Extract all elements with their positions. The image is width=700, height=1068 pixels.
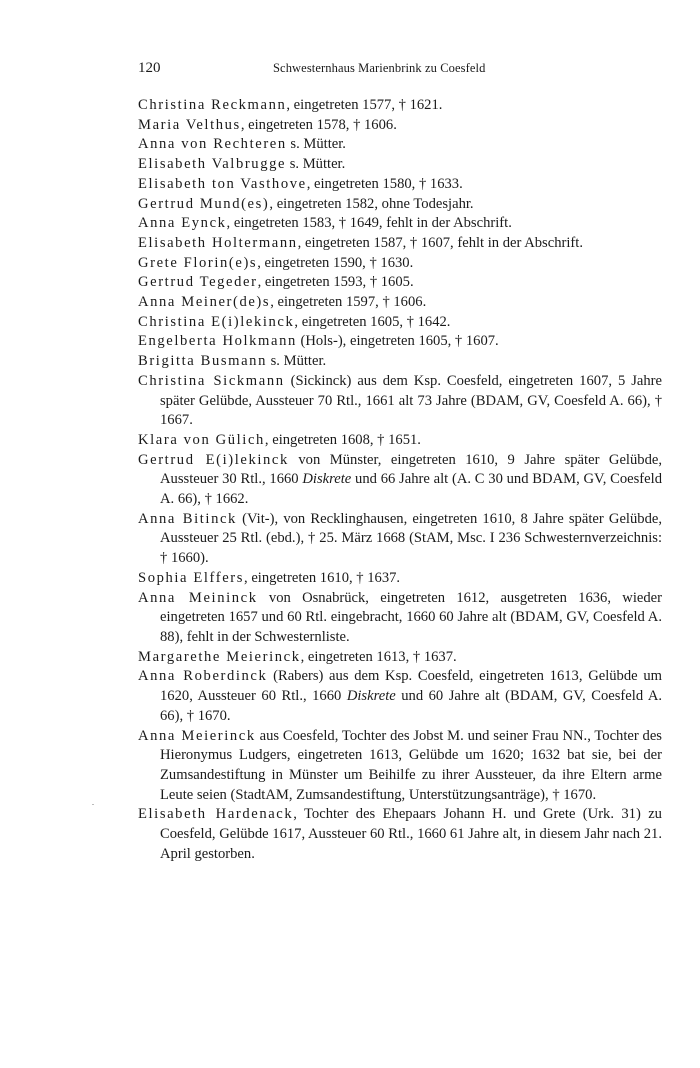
entry-text: , eingetreten 1610, † 1637. (244, 569, 401, 586)
entry-text: von Münster, eingetreten 1610, 9 Jahre später Gelübde, Aussteuer 30 Rtl., 1660 (160, 451, 662, 488)
entry-name: Anna von Rechteren (138, 136, 287, 153)
entry-name: Margarethe Meierinck (138, 648, 301, 665)
entry-text: (Rabers) aus dem Ksp. Coesfeld, eingetreten 1613, Gelübde um 1620, Aussteuer 60 Rtl., 1660 (160, 668, 662, 705)
entry-item (138, 805, 662, 864)
entry-item (138, 313, 662, 333)
entry-text: , eingetreten 1613, † 1637. (300, 648, 457, 665)
entry-item (138, 589, 662, 648)
entry-name: Elisabeth Hardenack (138, 806, 294, 823)
entry-text: s. Mütter. (286, 156, 346, 173)
entry-name: Anna Meininck (138, 589, 258, 606)
page-number: 120 (138, 60, 161, 76)
entry-name: Anna Eynck (138, 215, 227, 232)
entry-item (138, 648, 662, 668)
entry-text: , eingetreten 1583, † 1649, fehlt in der Abschrift. (226, 215, 512, 232)
entry-text: , Tochter des Ehepaars Johann H. und Grete (Urk. 31) zu Coesfeld, Gelübde 1617, Aussteuer 60 Rtl., 1660 61 Jahre alt, in diesem Jahr nach 21. April gestorben. (160, 806, 662, 862)
entry-emphasis: Diskrete (302, 471, 352, 488)
entry-text: (Hols-), eingetreten 1605, † 1607. (296, 333, 499, 350)
running-title: Schwesternhaus Marienbrink zu Coesfeld (273, 61, 486, 75)
entry-text: , eingetreten 1582, ohne Todesjahr. (269, 195, 474, 212)
entry-name: Anna Meiner(de)s (138, 294, 271, 311)
entry-text: , eingetreten 1597, † 1606. (270, 294, 427, 311)
entry-text: , eingetreten 1577, † 1621. (286, 97, 443, 113)
entry-item (138, 234, 662, 254)
entry-item (138, 135, 662, 155)
entry-text-continued: und 60 Jahre alt (BDAM, GV, Coesfeld A. 66), † 1670. (160, 688, 663, 724)
entry-item (138, 332, 662, 352)
entry-name: Christina Reckmann (138, 97, 287, 113)
entry-item (138, 273, 662, 293)
entry-name: Gertrud Mund(es) (138, 195, 270, 212)
entry-text: s. Mütter. (266, 353, 327, 370)
entry-name: Christina Sickmann (138, 372, 285, 389)
entry-item (138, 175, 662, 195)
entry-item (138, 510, 662, 569)
entry-item (138, 214, 662, 234)
entry-emphasis: Diskrete (346, 688, 396, 705)
entry-text: (Sickinck) aus dem Ksp. Coesfeld, eingetreten 1607, 5 Jahre später Gelübde, Aussteuer 70 Rtl., 1661 alt 73 Jahre (BDAM, GV, Coesfeld A. 66), † 1667. (160, 372, 662, 429)
entry-item (138, 352, 662, 372)
entry-name: Gertrud E(i)lekinck (138, 451, 289, 468)
entry-item (138, 727, 662, 806)
entry-text: , eingetreten 1587, † 1607, fehlt in der Abschrift. (297, 234, 583, 251)
entry-name: Klara von Gülich (138, 431, 265, 448)
entry-name: Maria Velthus (138, 116, 241, 133)
entry-name: Christina E(i)lekinck (138, 313, 295, 330)
entry-item (138, 451, 662, 510)
entry-text: , eingetreten 1580, † 1633. (306, 175, 463, 192)
entry-name: Sophia Elffers (138, 569, 245, 586)
entry-text: (Vit-), von Recklinghausen, eingetreten 1610, 8 Jahre später Gelübde, Aussteuer 25 Rtl. (ebd.), † 25. März 1668 (StAM, Msc. I 236 Schwesternverzeichnis: † 1660). (160, 510, 662, 567)
entry-name: Brigitta Busmann (138, 353, 267, 370)
page-header (138, 60, 662, 82)
entry-text: aus Coesfeld, Tochter des Jobst M. und seiner Frau NN., Tochter des Hieronymus Ludgers, eingetreten 1613, Gelübde um 1620; 1632 bat sie, bei der Zumsandestiftung in Münster um Beihilfe zu ihrer Aussteuer, da ihre Eltern arme Leute seien (StadtAM, Zumsandestiftung, Unterstützungsanträge), † 1670. (160, 727, 662, 803)
entry-text: von Osnabrück, eingetreten 1612, ausgetreten 1636, wieder eingetreten 1657 und 60 Rtl. eingebracht, 1660 60 Jahre alt (BDAM, GV, Coesfeld A. 88), fehlt in der Schwesternliste. (160, 589, 662, 645)
entry-item (138, 155, 662, 175)
entry-item (138, 116, 662, 136)
entry-text: , eingetreten 1593, † 1605. (257, 274, 414, 291)
entry-name: Gertrud Tegeder (138, 274, 258, 291)
entry-item (138, 431, 662, 451)
entry-name: Engelberta Holkmann (138, 333, 297, 350)
entry-name: Anna Meierinck (138, 727, 256, 744)
entry-item (138, 667, 662, 726)
entry-text: , eingetreten 1608, † 1651. (264, 431, 421, 448)
entry-text: , eingetreten 1578, † 1606. (240, 116, 397, 133)
entry-name: Elisabeth Holtermann (138, 234, 298, 251)
entry-item (138, 569, 662, 589)
entry-item (138, 372, 662, 431)
entry-name: Anna Bitinck (138, 510, 237, 527)
entry-text: , eingetreten 1605, † 1642. (294, 313, 451, 330)
entry-name: Anna Roberdinck (138, 668, 268, 685)
entry-item (138, 195, 662, 215)
entry-text-continued: und 66 Jahre alt (A. C 30 und BDAM, GV, Coesfeld A. 66), † 1662. (160, 471, 662, 508)
entry-name: Elisabeth ton Vasthove (138, 175, 307, 192)
entry-item (138, 293, 662, 313)
entry-name: Elisabeth Valbrugge (138, 156, 287, 173)
entry-item (138, 254, 662, 274)
entry-text: , eingetreten 1590, † 1630. (257, 254, 414, 271)
entry-text: s. Mütter. (286, 136, 346, 153)
entry-list (138, 96, 662, 864)
entry-name: Grete Florin(e)s (138, 254, 258, 271)
scan-speck (92, 804, 94, 805)
entry-item (138, 96, 662, 116)
